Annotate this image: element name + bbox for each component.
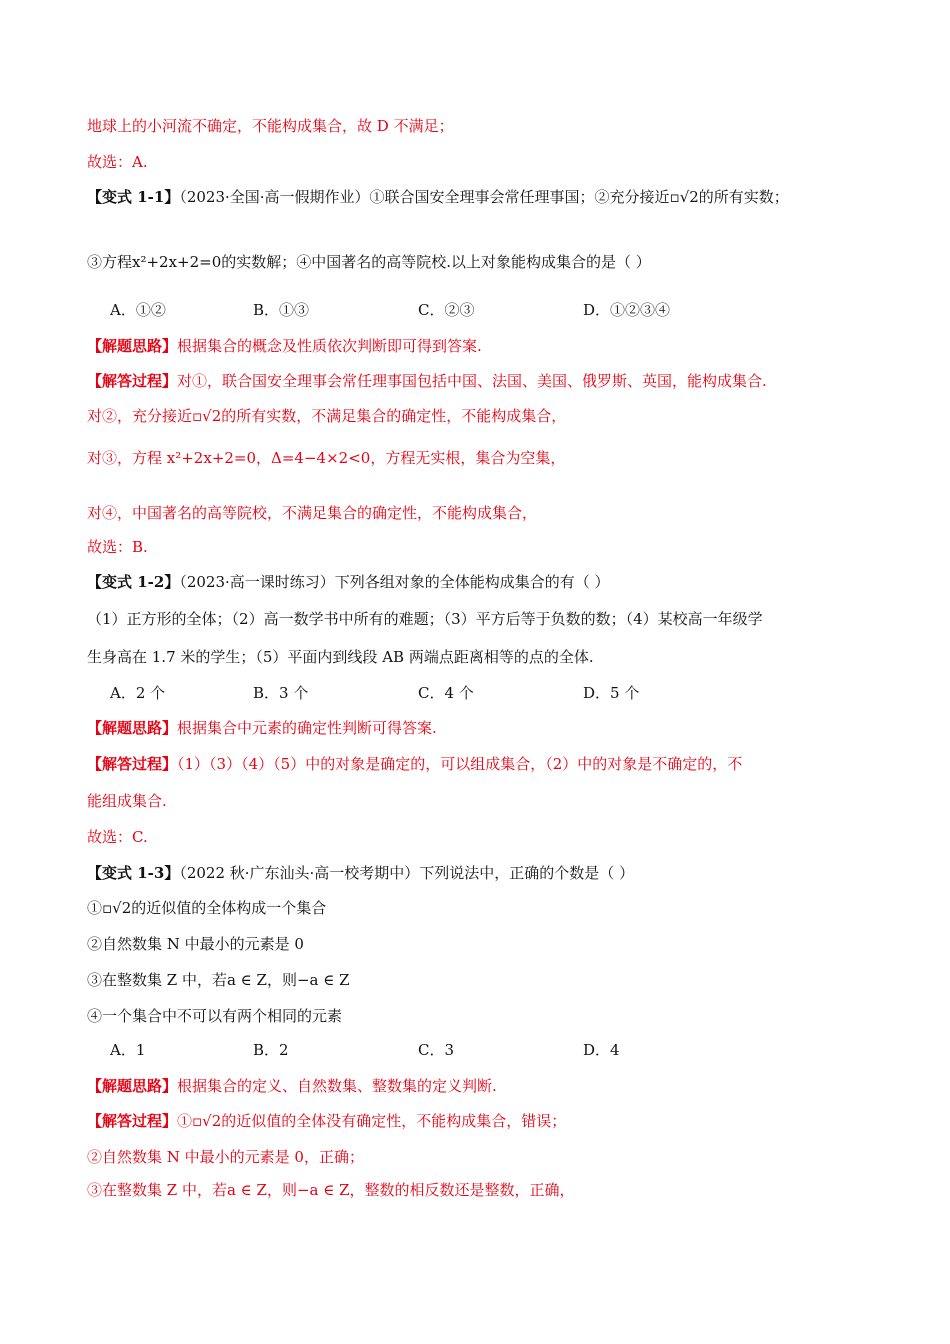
- section-label: 【解答过程】: [87, 372, 178, 390]
- line-text: 能组成集合.: [87, 792, 167, 810]
- line-text: 根据集合的定义、自然数集、整数集的定义判断.: [177, 1077, 497, 1095]
- answer-option: C．②③: [418, 301, 475, 319]
- line-text: 故选：C.: [87, 828, 148, 846]
- line-text: 生身高在 1.7 米的学生；（5）平面内到线段 AB 两端点距离相等的点的全体.: [87, 648, 594, 666]
- text-line: [87, 718, 437, 738]
- text-line: [87, 537, 148, 557]
- text-line: [87, 934, 304, 954]
- line-text: 根据集合的概念及性质依次判断即可得到答案.: [177, 337, 482, 355]
- text-line: [87, 647, 594, 667]
- text-line: [87, 152, 148, 172]
- answer-option: C．4 个: [418, 684, 474, 702]
- line-text: ②自然数集 N 中最小的元素是 0，正确；: [87, 1148, 364, 1166]
- line-text: ③方程x²+2x+2=0的实数解；④中国著名的高等院校.以上对象能构成集合的是（ ）: [87, 253, 651, 271]
- section-label: 【变式 1-3】: [87, 864, 180, 882]
- line-text: （2023·全国·高一假期作业）①联合国安全理事会常任理事国；②充分接近▫√2的所有实数；: [179, 188, 789, 206]
- text-line: [87, 187, 789, 207]
- line-text: （1）（3）（4）（5）中的对象是确定的，可以组成集合，（2）中的对象是不确定的，不: [177, 755, 743, 773]
- line-text: ③在整数集 Z 中，若a ∈ Z，则−a ∈ Z: [87, 971, 350, 989]
- line-text: 对③，方程 x²+2x+2=0，Δ=4−4×2<0，方程无实根，集合为空集，: [87, 449, 566, 467]
- text-line: [87, 609, 763, 629]
- text-line: [87, 863, 634, 883]
- line-text: ③在整数集 Z 中，若a ∈ Z，则−a ∈ Z，整数的相反数还是整数，正确，: [87, 1181, 575, 1199]
- text-line: [87, 371, 767, 391]
- line-text: ④一个集合中不可以有两个相同的元素: [87, 1007, 343, 1025]
- text-line: [87, 1006, 342, 1026]
- text-line: [87, 970, 350, 990]
- text-line: [87, 336, 482, 356]
- answer-option: B．①③: [253, 301, 310, 319]
- answer-option: D．5 个: [583, 684, 640, 702]
- line-text: 对①，联合国安全理事会常任理事国包括中国、法国、美国、俄罗斯、英国，能构成集合.: [177, 372, 767, 390]
- answer-option: A．1: [110, 1041, 146, 1059]
- text-line: [87, 1076, 497, 1096]
- text-line: [87, 252, 651, 272]
- text-line: [87, 791, 167, 811]
- text-line: [87, 448, 565, 468]
- section-label: 【解答过程】: [87, 1112, 178, 1130]
- text-line: [87, 898, 326, 918]
- section-label: 【解题思路】: [87, 719, 178, 737]
- line-text: 对④，中国著名的高等院校，不满足集合的确定性，不能构成集合，: [87, 504, 538, 522]
- line-text: ①▫√2的近似值的全体没有确定性，不能构成集合，错误；: [177, 1112, 567, 1130]
- answer-option: B．3 个: [253, 684, 309, 702]
- section-label: 【解答过程】: [87, 755, 178, 773]
- text-line: [87, 754, 742, 774]
- line-text: （2022 秋·广东汕头·高一校考期中）下列说法中，正确的个数是（ ）: [179, 864, 635, 882]
- line-text: ②自然数集 N 中最小的元素是 0: [87, 935, 304, 953]
- line-text: ①▫√2的近似值的全体构成一个集合: [87, 899, 327, 917]
- line-text: （2023·高一课时练习）下列各组对象的全体能构成集合的有（ ）: [179, 573, 610, 591]
- line-text: 根据集合中元素的确定性判断可得答案.: [177, 719, 437, 737]
- line-text: 故选：A.: [87, 153, 148, 171]
- text-line: [87, 116, 454, 136]
- answer-option: A．2 个: [110, 684, 166, 702]
- text-line: [87, 406, 566, 426]
- text-line: [87, 827, 148, 847]
- answer-option: D．①②③④: [583, 301, 671, 319]
- answer-option: C．3: [418, 1041, 455, 1059]
- text-line: [87, 1111, 566, 1131]
- line-text: 对②，充分接近▫√2的所有实数，不满足集合的确定性，不能构成集合，: [87, 407, 567, 425]
- text-line: [87, 503, 537, 523]
- line-text: 故选：B.: [87, 538, 148, 556]
- section-label: 【变式 1-1】: [87, 188, 180, 206]
- text-line: [87, 1147, 364, 1167]
- text-line: [87, 1180, 575, 1200]
- answer-option: A．①②: [110, 301, 166, 319]
- section-label: 【解题思路】: [87, 1077, 178, 1095]
- line-text: 地球上的小河流不确定，不能构成集合，故 D 不满足；: [87, 117, 454, 135]
- answer-option: D．4: [583, 1041, 620, 1059]
- line-text: （1）正方形的全体；（2）高一数学书中所有的难题；（3）平方后等于负数的数；（4）某校高一年级学: [87, 610, 763, 628]
- section-label: 【解题思路】: [87, 337, 178, 355]
- section-label: 【变式 1-2】: [87, 573, 180, 591]
- text-line: [87, 572, 610, 592]
- answer-option: B．2: [253, 1041, 289, 1059]
